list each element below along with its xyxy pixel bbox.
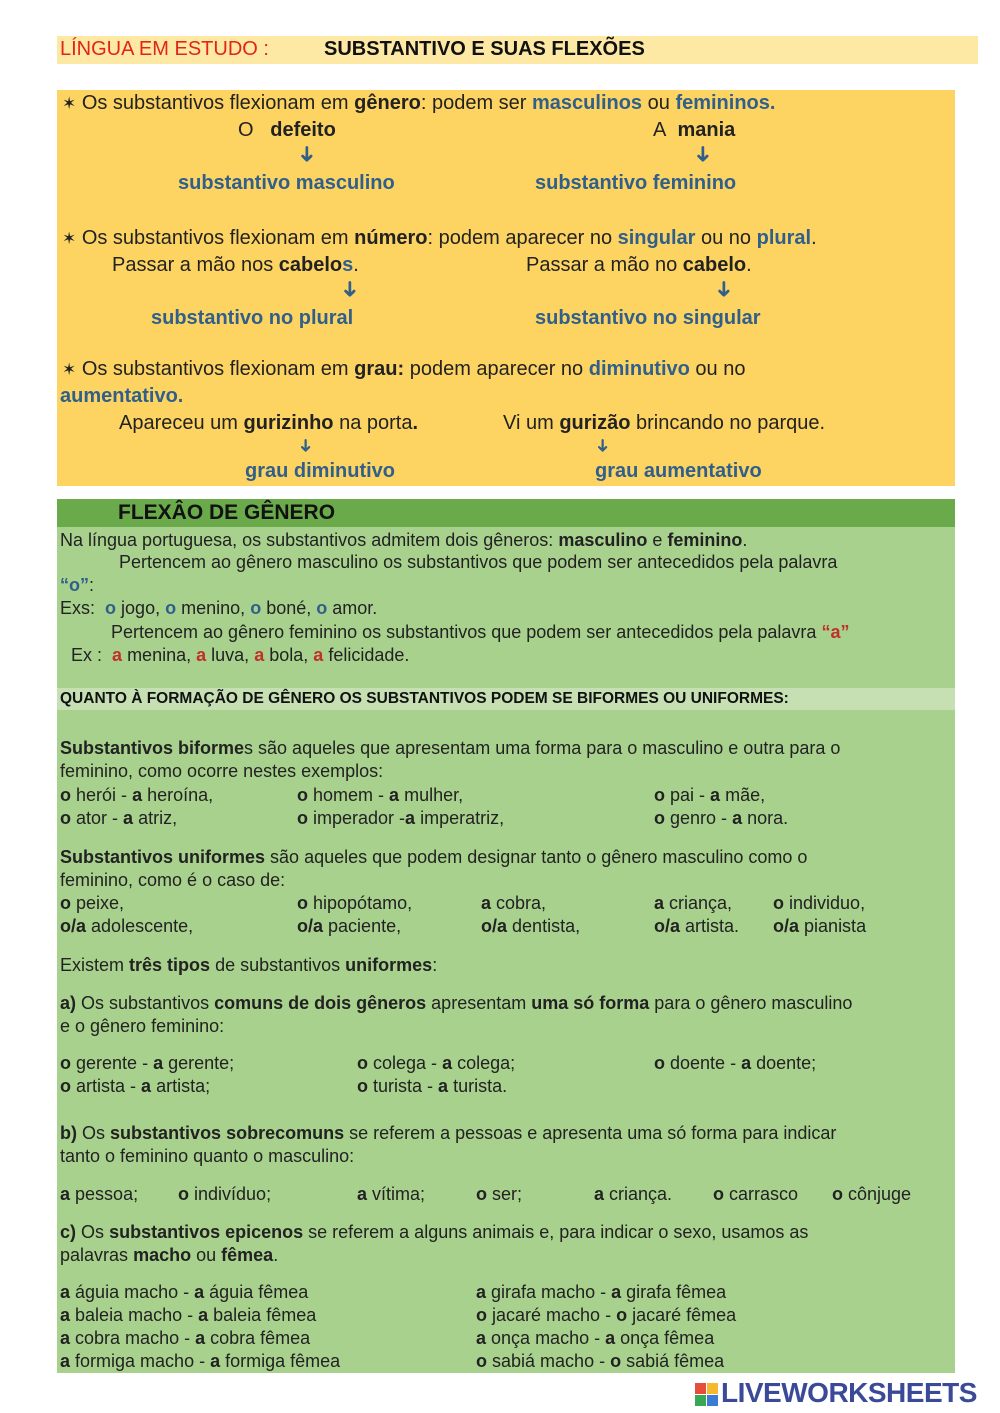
star-bullet-icon: ✶ [62,229,77,248]
uniforme-item: o/a paciente, [297,916,402,936]
sobrecomuns-def: b) Os substantivos sobrecomuns se referem a pessoas e apresenta uma só forma para indicar [60,1123,837,1143]
sobrecomum-item: a pessoa; [60,1184,139,1204]
grau-statement-cont: aumentativo. [60,385,184,407]
grau-statement: ✶ Os substantivos flexionam em grau: podem aparecer no diminutivo ou no [62,358,746,380]
genero-statement: ✶ Os substantivos flexionam em gênero: podem ser masculinos ou femininos. [62,92,776,114]
comuns-def: a) Os substantivos comuns de dois gêneros apresentam uma só forma para o gênero masculino [60,993,853,1013]
uniforme-item: o peixe, [60,893,125,913]
tipos-line: Existem três tipos de substantivos uniformes: [60,955,438,975]
epiceno-pair: o jacaré macho - o jacaré fêmea [476,1305,737,1325]
numero-example-1: Passar a mão nos cabelos. [112,254,359,276]
label-plural: substantivo no plural [151,307,354,329]
liveworksheets-logo-icon [695,1383,719,1407]
sobrecomum-item: o indivíduo; [178,1184,272,1204]
biformes-def-cont: feminino, como ocorre nestes exemplos: [60,761,384,781]
section-title: FLEXÂO DE GÊNERO [118,501,336,524]
numero-statement: ✶ Os substantivos flexionam em número: podem aparecer no singular ou no plural. [62,227,817,249]
epiceno-pair: a cobra macho - a cobra fêmea [60,1328,311,1348]
uniforme-item: o/a dentista, [481,916,581,936]
epicenos-def-cont: palavras macho ou fêmea. [60,1245,279,1265]
sobrecomum-item: o ser; [476,1184,523,1204]
uniforme-item: a criança, [654,893,733,913]
uniforme-item: o/a artista. [654,916,740,936]
label-masculino: substantivo masculino [178,172,395,194]
comum-pair: o colega - a colega; [357,1053,516,1073]
masculino-examples: Exs: o jogo, o menino, o boné, o amor. [60,598,378,618]
epiceno-pair: a onça macho - a onça fêmea [476,1328,715,1348]
biforme-pair: o genro - a nora. [654,808,789,828]
grau-example-1: Apareceu um gurizinho na porta. [119,412,419,434]
quanto-heading: QUANTO À FORMAÇÃO DE GÊNERO OS SUBSTANTIVOS PODEM SE BIFORMES OU UNIFORMES: [57,688,955,710]
label-singular: substantivo no singular [535,307,761,329]
biformes-def: Substantivos biformes são aqueles que apresentam uma forma para o masculino e outra para o [60,738,841,758]
uniformes-def-cont: feminino, como é o caso de: [60,870,286,890]
comum-pair: o doente - a doente; [654,1053,817,1073]
comuns-def-cont: e o gênero feminino: [60,1016,225,1036]
arrow-down-icon: ➜ [712,279,738,299]
arrow-down-icon: ➜ [338,279,364,299]
masculino-word: “o”: [60,575,95,595]
sobrecomuns-def-cont: tanto o feminino quanto o masculino: [60,1146,355,1166]
comum-pair: o artista - a artista; [60,1076,211,1096]
sobrecomum-item: a criança. [594,1184,673,1204]
biforme-pair: o ator - a atriz, [60,808,178,828]
uniforme-item: o individuo, [773,893,866,913]
biforme-pair: o homem - a mulher, [297,785,464,805]
star-bullet-icon: ✶ [62,94,77,113]
sobrecomum-item: a vítima; [357,1184,426,1204]
genero-example-2: A mania [653,119,736,141]
page-title: SUBSTANTIVO E SUAS FLEXÕES [324,38,645,60]
epiceno-pair: a baleia macho - a baleia fêmea [60,1305,317,1325]
arrow-down-icon: ➜ [296,437,317,454]
arrow-down-icon: ➜ [593,437,614,454]
epiceno-pair: a formiga macho - a formiga fêmea [60,1351,341,1371]
uniforme-item: o/a pianista [773,916,867,936]
uniforme-item: a cobra, [481,893,547,913]
genero-example-1: O defeito [238,119,336,141]
flexao-genero-header [57,499,955,527]
epiceno-pair: a águia macho - a águia fêmea [60,1282,309,1302]
biforme-pair: o herói - a heroína, [60,785,214,805]
label-feminino: substantivo feminino [535,172,737,194]
label-aumentativo: grau aumentativo [595,460,762,482]
title-bar [57,36,978,64]
epiceno-pair: a girafa macho - a girafa fêmea [476,1282,727,1302]
uniformes-def: Substantivos uniformes são aqueles que podem designar tanto o gênero masculino como o [60,847,808,867]
feminino-examples: Ex : a menina, a luva, a bola, a felicidade. [71,645,410,665]
star-bullet-icon: ✶ [62,360,77,379]
uniforme-item: o hipopótamo, [297,893,413,913]
biforme-pair: o pai - a mãe, [654,785,766,805]
numero-example-2: Passar a mão no cabelo. [526,254,752,276]
masculino-rule: Pertencem ao gênero masculino os substantivos que podem ser antecedidos pela palavra [119,552,838,572]
biforme-pair: o imperador -a imperatriz, [297,808,505,828]
uniforme-item: o/a adolescente, [60,916,194,936]
label-diminutivo: grau diminutivo [245,460,395,482]
sobrecomum-item: o cônjuge [832,1184,912,1204]
epicenos-def: c) Os substantivos epicenos se referem a alguns animais e, para indicar o sexo, usamos as [60,1222,809,1242]
logo-text: LIVEWORKSHEETS [721,1377,977,1408]
arrow-down-icon: ➜ [295,144,321,164]
flexao-intro: Na língua portuguesa, os substantivos admitem dois gêneros: masculino e feminino. [60,530,748,550]
comum-pair: o gerente - a gerente; [60,1053,235,1073]
arrow-down-icon: ➜ [691,144,717,164]
feminino-rule: Pertencem ao gênero feminino os substantivos que podem ser antecedidos pela palavra “a” [111,622,850,642]
epiceno-pair: o sabiá macho - o sabiá fêmea [476,1351,725,1371]
sobrecomum-item: o carrasco [713,1184,799,1204]
title-prefix: LÍNGUA EM ESTUDO : [60,38,269,60]
grau-example-2: Vi um gurizão brincando no parque. [503,412,826,434]
comum-pair: o turista - a turista. [357,1076,508,1096]
